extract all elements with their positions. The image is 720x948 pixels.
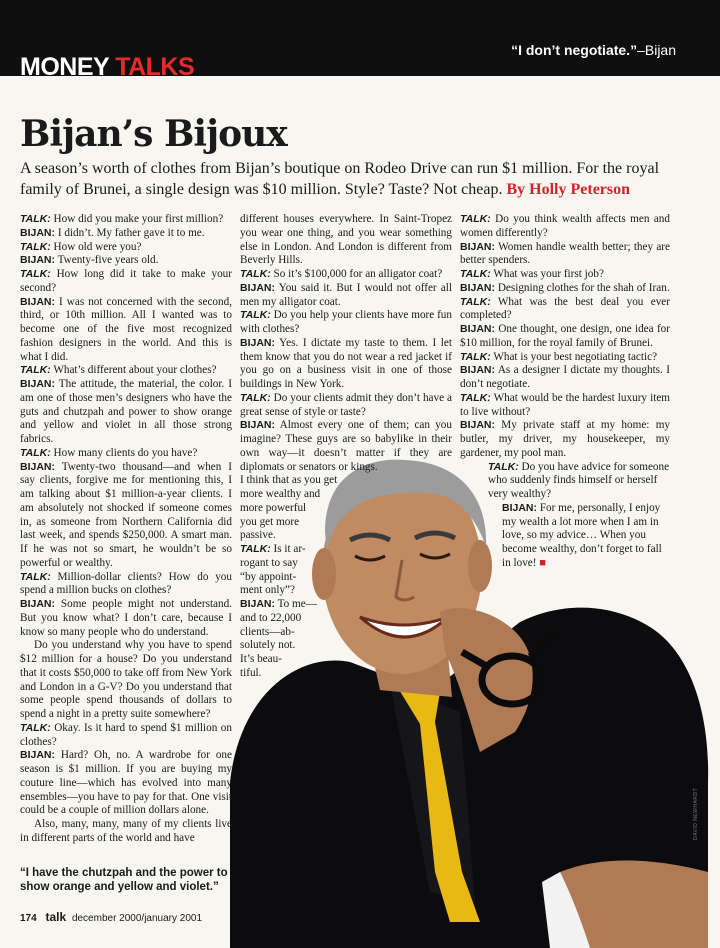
- photo-credit: DAVID NEWHARDT: [693, 787, 699, 840]
- page-footer: [20, 910, 202, 924]
- paragraph: different houses everywhere. In Saint-Tropez you wear one thing, and you wear something else in London. And London is different from Beverly Hills.: [240, 213, 452, 267]
- qa-line: TALK: What was your first job?: [460, 268, 604, 280]
- section-word-money: MONEY: [20, 53, 109, 81]
- byline: By Holly Peterson: [506, 181, 631, 198]
- article-dek: [20, 158, 688, 200]
- wrap-text: I think that as you get more wealthy and more powerful you get more passive. TALK: Is it ar- rogant to say “by appoint- ment only”? BIJAN: To me— and to 22,000 clients—ab- solutely not. It’s beau- tiful.: [240, 474, 338, 679]
- header-quote-attribution: –Bijan: [637, 42, 676, 58]
- pull-quote: “I have the chutzpah and the power to show orange and yellow and violet.”: [20, 867, 228, 893]
- qa-line: BIJAN: I was not concerned with the second, third, or 10th million. All I wanted was to become one of the five most recognized fashion designers in the world. And this is what I did.: [20, 295, 232, 363]
- qa-line: TALK: What would be the hardest luxury item to live without?: [460, 391, 670, 418]
- qa-line: TALK: Do you have advice for someone who suddenly finds himself or herself very wealthy?: [488, 460, 670, 500]
- page-number: 174: [20, 913, 37, 924]
- magazine-logo: talk: [45, 910, 67, 924]
- qa-line: TALK: Do your clients admit they don’t have a great sense of style or taste?: [240, 391, 452, 418]
- dek-text: A season’s worth of clothes from Bijan’s boutique on Rodeo Drive can run $1 million. For the royal family of Brunei, a single design was $10 million. Style? Taste? Not cheap.: [20, 160, 660, 198]
- header-quote: [511, 42, 676, 58]
- qa-line: BIJAN: Women handle wealth better; they are better spenders.: [460, 240, 670, 267]
- qa-line: BIJAN: Designing clothes for the shah of Iran.: [460, 281, 670, 294]
- qa-line: BIJAN: For me, personally, I enjoy my wealth a lot more when I am in love, so my advice… When you become wealthy, don’t forget to fall in love! ■: [502, 501, 662, 569]
- issue-date: december 2000/january 2001: [71, 913, 203, 924]
- qa-line: BIJAN: Almost every one of them; can you imagine? These guys are so babylike in their own way—it doesn’t matter if they are diplomats or senators or kings.: [240, 419, 452, 473]
- qa-line: TALK: So it’s $100,000 for an alligator coat?: [240, 268, 443, 280]
- qa-line: TALK: Okay. Is it hard to spend $1 million on clothes?: [20, 721, 232, 748]
- column-3: [460, 213, 670, 571]
- qa-line: BIJAN: My private staff at my home: my butler, my driver, my housekeeper, my gardener, my pool man.: [460, 419, 670, 459]
- qa-line: TALK: What is your best negotiating tactic?: [460, 350, 658, 363]
- column-1: [20, 213, 232, 846]
- article-title: Bijan’s Bijoux: [20, 113, 287, 155]
- qa-line: TALK: How did you make your first million?: [20, 213, 224, 225]
- qa-line: BIJAN: You said it. But I would not offer all men my alligator coat.: [240, 281, 452, 308]
- section-word-talks: TALKS: [115, 53, 195, 81]
- paragraph: Do you understand why you have to spend $12 million for a house? Do you understand that it costs $50,000 to take off from New York and London in a G-V? Do you understand that some people spend thousands of dollars to spend a night in a pretty suite somewhere?: [20, 639, 232, 720]
- paragraph: Also, many, many, many of my clients live in different parts of the world and have: [20, 818, 232, 844]
- qa-line: BIJAN: Twenty-two thousand—and when I say clients, forgive me for mentioning this, I am talking about $1 million-a-year clients. I am absolutely not shocked if someone comes in, as someone from Northern California did last week, and spends $250,000. A smart man. If he was not so smart, he wouldn’t be so powerful or wealthy.: [20, 460, 232, 569]
- qa-line: BIJAN: As a designer I dictate my thoughts. I don’t negotiate.: [460, 364, 670, 390]
- qa-line: TALK: What’s different about your clothes?: [20, 364, 217, 377]
- qa-line: TALK: Do you think wealth affects men and women differently?: [460, 213, 670, 239]
- qa-line: BIJAN: The attitude, the material, the color. I am one of those men’s designers who have the guts and chutzpah and power to show orange and yellow and violet in all those strong fabrics.: [20, 378, 232, 445]
- qa-line: TALK: Million-dollar clients? How do you spend a million bucks on clothes?: [20, 570, 232, 597]
- qa-line: BIJAN: One thought, one design, one idea for $10 million, for the royal family of Brunei.: [460, 323, 670, 349]
- qa-line: BIJAN: I didn’t. My father gave it to me.: [20, 226, 205, 239]
- qa-line: BIJAN: Yes. I dictate my taste to them. I let them know that you do not wear a red jacket if you go on a business visit in one of those buildings in New York.: [240, 336, 452, 390]
- header-quote-text: “I don’t negotiate.”: [511, 42, 638, 58]
- qa-line: TALK: What was the best deal you ever completed?: [460, 295, 670, 322]
- qa-line: BIJAN: Hard? Oh, no. A wardrobe for one season is $1 million. If you are buying my couture line—which has evolved into many ensembles—you have to pay for that. One visit could be a couple of million dollars alone.: [20, 749, 232, 817]
- qa-line: BIJAN: Twenty-five years old.: [20, 254, 159, 267]
- column-2: [240, 213, 452, 681]
- qa-line: TALK: How old were you?: [20, 240, 142, 253]
- end-mark-icon: ■: [539, 556, 547, 569]
- section-label: [20, 53, 194, 81]
- qa-line: TALK: How long did it take to make your second?: [20, 268, 232, 294]
- qa-line: TALK: How many clients do you have?: [20, 446, 198, 459]
- qa-line: BIJAN: Some people might not understand. But you know what? I don’t care, because I know so many people who do understand.: [20, 598, 232, 638]
- qa-line: TALK: Do you help your clients have more fun with clothes?: [240, 309, 452, 335]
